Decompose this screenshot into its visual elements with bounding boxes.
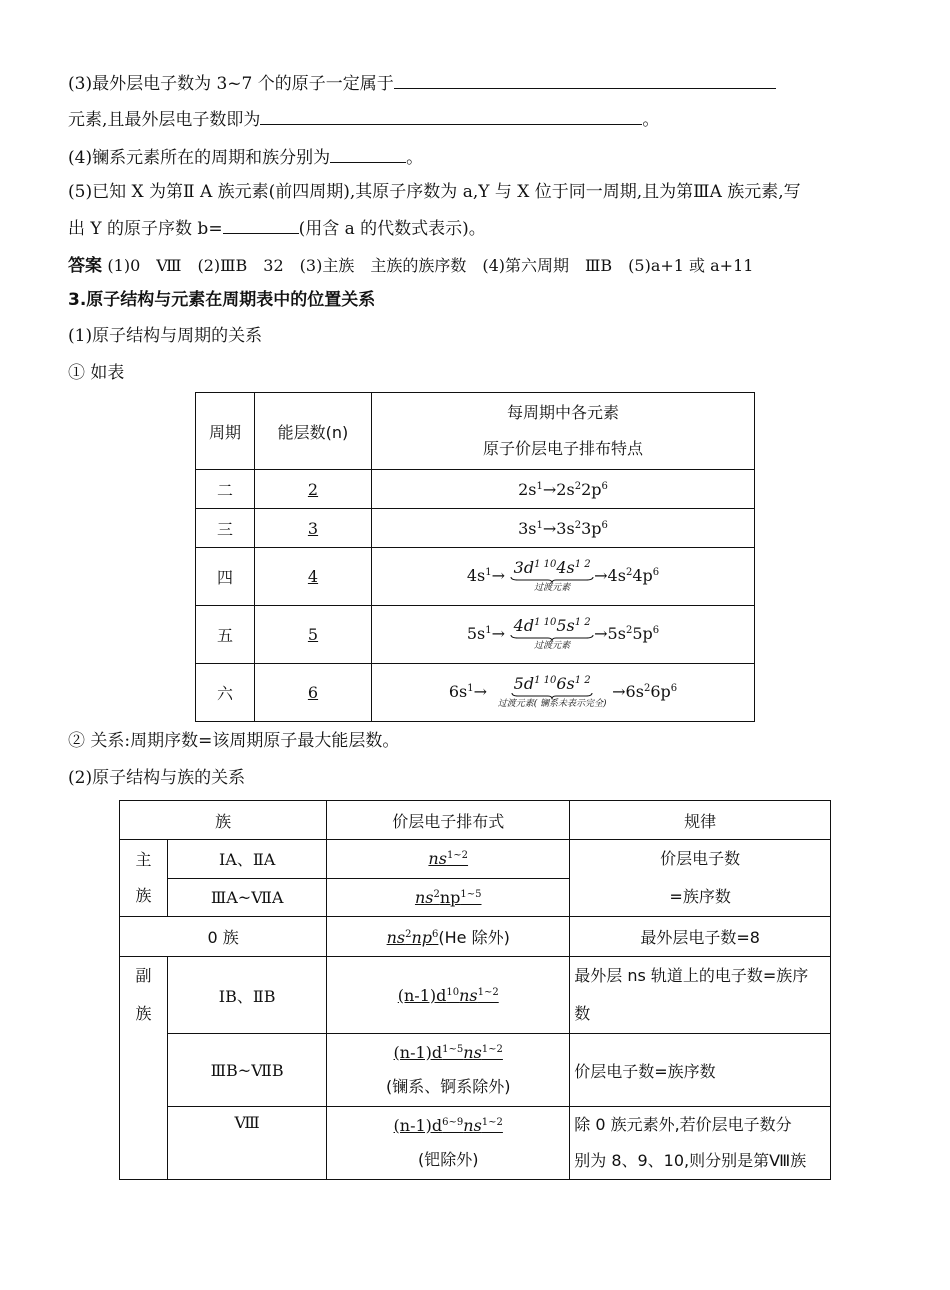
header-layers-text: 能层数(n) [277,422,349,442]
config-cell: $ns^2np^{1\sim 5}$ [327,878,570,917]
question-3-line2 [68,106,659,132]
group-table [119,800,831,1180]
config-cell: $2s^1\to 2s^22p^6$ [372,470,755,509]
config-cell: $(n-1)d^{6\sim 9}ns^{1\sim 2}$ (钯除外) [327,1107,570,1180]
period-cell: 五 [196,606,255,664]
config-cell: $3s^1\to 3s^23p^6$ [372,509,755,548]
transition-brace: $4d^{1 10}5s^{1 2}$ 过渡元素 [510,617,594,652]
subsection-1-text: (1)原子结构与周期的关系 [68,326,263,346]
table-row [196,664,755,722]
period-cell: 四 [196,548,255,606]
config-cell: $(n-1)d^{10}ns^{1\sim 2}$ [327,957,570,1034]
question-5-text-3: (用含 a 的代数式表示)。 [298,219,486,239]
table-row [120,917,831,957]
rule-cell: 最外层电子数=8 [570,917,831,957]
config-cell: $ns^{1\sim 2}$ [327,840,570,879]
layers-cell: 5 [255,606,372,664]
answer-line [68,254,753,278]
answer-text: (1)0 Ⅷ (2)ⅢB 32 (3)主族 主族的族序数 (4)第六周期 ⅢB (5)a+1 或 a+11 [107,256,754,275]
group-cell: Ⅷ [168,1107,327,1180]
rule-cell: 最外层 ns 轨道上的电子数=族序 数 [570,957,831,1034]
answer-blank[interactable] [223,215,299,234]
punctuation: 。 [642,110,660,130]
config-cell: $5s^1\to 4d^{1 10}5s^{1 2}$ 过渡元素 $\to 5s^25p^6$ [372,606,755,664]
main-group-label: 主 族 [120,840,168,917]
config-cell: $ns^2np^6(He$ 除外) [327,917,570,957]
subsection-2 [68,766,245,790]
item-1 [68,361,124,385]
table-row [120,840,831,879]
rule-cell: 价层电子数=族序数 [570,1034,831,1107]
item-1-text: ① 如表 [68,363,125,383]
subsection-1 [68,324,262,348]
table-row [196,470,755,509]
answer-blank[interactable] [394,70,776,89]
question-3-text: (3)最外层电子数为 3~7 个的原子一定属于 [68,74,394,94]
header-rule: 规律 [570,801,831,840]
period-table [195,392,755,722]
group-cell: ⅠA、ⅡA [168,840,327,879]
table-row [196,548,755,606]
group-cell: ⅢB~ⅦB [168,1034,327,1107]
item-2 [68,729,399,753]
group-cell: ⅠB、ⅡB [168,957,327,1034]
rule-cell: 价层电子数 =族序数 [570,840,831,917]
subsection-2-text: (2)原子结构与族的关系 [68,768,246,788]
question-4-text: (4)镧系元素所在的周期和族分别为 [68,148,331,168]
question-5-text-2: 出 Y 的原子序数 b= [68,219,223,239]
sub-group-label: 副 族 [120,957,168,1180]
layers-cell: 4 [255,548,372,606]
header-feature-2: 原子价层电子排布特点 [482,439,643,458]
layers-cell: 2 [255,470,372,509]
section-title-text: 3.原子结构与元素在周期表中的位置关系 [68,290,376,310]
table-row [196,509,755,548]
period-cell: 六 [196,664,255,722]
answer-blank[interactable] [260,106,642,125]
group-table-header [120,801,831,840]
table-row [120,957,831,1034]
answer-blank[interactable] [330,144,406,163]
header-layers [255,393,372,470]
question-3-text-2: 元素,且最外层电子数即为 [68,110,261,130]
item-2-text: ② 关系:周期序数=该周期原子最大能层数。 [68,731,400,751]
config-cell: $4s^1\to 3d^{1 10}4s^{1 2}$ 过渡元素 $\to 4s^24p^6$ [372,548,755,606]
question-5-line2 [68,215,486,241]
header-config: 价层电子排布式 [327,801,570,840]
period-table-header [196,393,755,470]
config-cell: $6s^1\to 5d^{1 10}6s^{1 2}$ 过渡元素( 镧系未表示完全) $\to 6s^26p^6$ [372,664,755,722]
group-cell: 0 族 [120,917,327,957]
question-5-text: (5)已知 X 为第Ⅱ A 族元素(前四周期),其原子序数为 a,Y 与 X 位于同一周期,且为第ⅢA 族元素,写 [68,182,801,202]
question-4-line [68,144,423,170]
header-feature [372,393,755,470]
group-cell: ⅢA~ⅦA [168,878,327,917]
layers-cell: 3 [255,509,372,548]
table-row [120,1034,831,1107]
section-title [68,288,375,312]
answer-label: 答案 [68,256,102,276]
config-cell: $(n-1)d^{1\sim 5}ns^{1\sim 2}$ (镧系、锕系除外) [327,1034,570,1107]
transition-brace: $3d^{1 10}4s^{1 2}$ 过渡元素 [510,559,594,594]
question-5-line1 [68,180,801,204]
table-row [120,1107,831,1180]
punctuation: 。 [406,148,424,168]
rule-cell: 除 0 族元素外,若价层电子数分 别为 8、9、10,则分别是第Ⅷ族 [570,1107,831,1180]
header-group: 族 [120,801,327,840]
header-feature-1: 每周期中各元素 [506,403,619,422]
period-cell: 二 [196,470,255,509]
table-row [196,606,755,664]
layers-cell: 6 [255,664,372,722]
header-period: 周期 [196,393,255,470]
question-3-line1 [68,70,776,96]
transition-brace: $5d^{1 10}6s^{1 2}$ 过渡元素( 镧系未表示完全) [492,675,612,710]
period-cell: 三 [196,509,255,548]
